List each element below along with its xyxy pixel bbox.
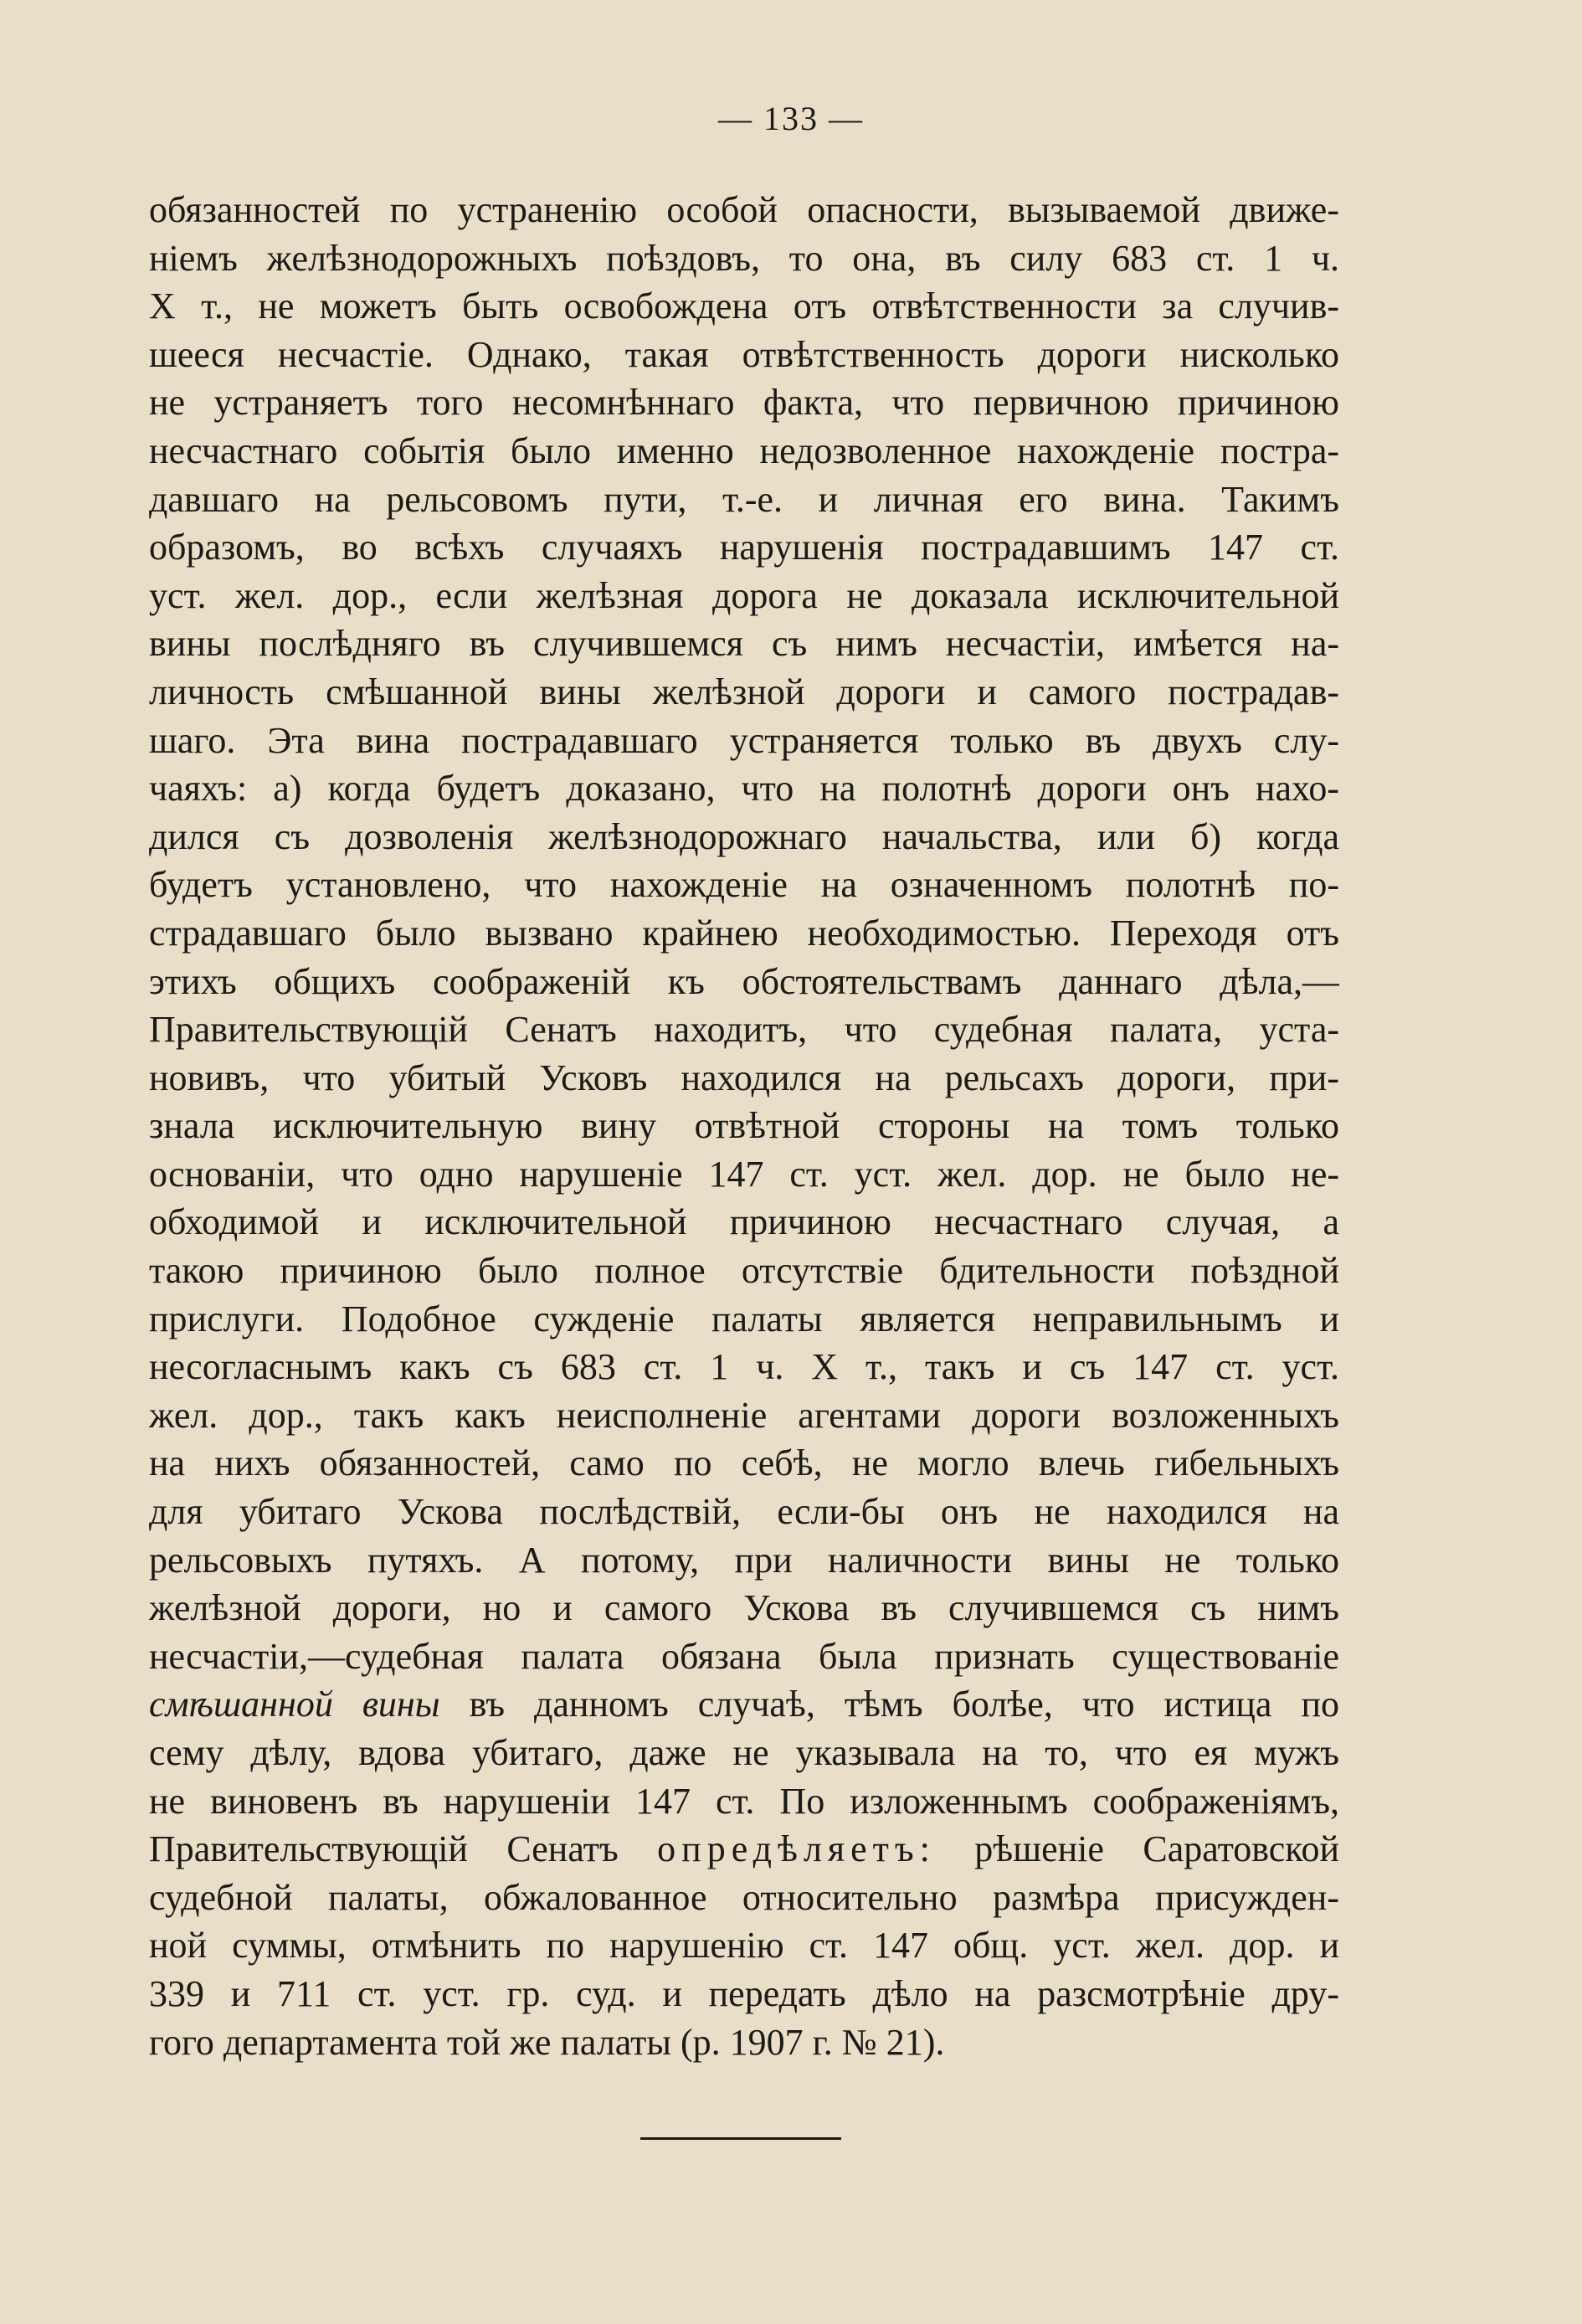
text-line — [149, 1247, 1339, 1295]
text-segment: не устраняетъ того несомнѣннаго факта, что первичною причиною — [149, 382, 1339, 424]
text-line — [149, 668, 1339, 717]
text-line — [149, 378, 1339, 427]
text-line — [149, 1391, 1339, 1440]
text-segment: ной суммы, отмѣнить по нарушенію ст. 147 общ. уст. жел. дор. и — [149, 1925, 1339, 1967]
text-segment: рельсовыхъ путяхъ. А потому, при наличности вины не только — [149, 1539, 1339, 1581]
text-segment: этихъ общихъ соображеній къ обстоятельствамъ даннаго дѣла,— — [149, 960, 1339, 1002]
text-segment: новивъ, что убитый Усковъ находился на рельсахъ дороги, при- — [149, 1057, 1339, 1098]
text-segment: ніемъ желѣзнодорожныхъ поѣздовъ, то она, въ силу 683 ст. 1 ч. — [149, 237, 1339, 279]
text-segment: несчастнаго событія было именно недозволенное нахожденіе постра- — [149, 429, 1339, 471]
text-line — [149, 186, 1339, 234]
text-segment: шееся несчастіе. Однако, такая отвѣтственность дороги нисколько — [149, 333, 1339, 375]
end-rule — [640, 2137, 841, 2140]
text-segment: рѣшеніе Саратовской — [935, 1828, 1339, 1870]
text-line — [149, 1488, 1339, 1536]
text-line — [149, 1584, 1339, 1632]
body-text — [149, 186, 1339, 2066]
text-segment: 339 и 711 ст. уст. гр. суд. и передать дѣло на разсмотрѣніе дру- — [149, 1972, 1339, 2014]
text-line — [149, 234, 1339, 283]
text-line — [149, 1632, 1339, 1681]
text-line — [149, 2018, 1339, 2067]
text-line — [149, 1970, 1339, 2018]
text-line — [149, 813, 1339, 861]
text-segment: жел. дор., такъ какъ неисполненіе агентами дороги возложенныхъ — [149, 1394, 1339, 1436]
text-segment: сему дѣлу, вдова убитаго, даже не указывала на то, что ея мужъ — [149, 1732, 1339, 1773]
text-line — [149, 620, 1339, 668]
text-segment: давшаго на рельсовомъ пути, т.-е. и личная его вина. Такимъ — [149, 478, 1339, 520]
text-line — [149, 1536, 1339, 1585]
text-segment: будетъ установлено, что нахожденіе на означенномъ полотнѣ по- — [149, 864, 1339, 906]
text-segment: такою причиною было полное отсутствіе бдительности поѣздной — [149, 1250, 1339, 1292]
text-line — [149, 476, 1339, 524]
text-segment: прислуги. Подобное сужденіе палаты является неправильнымъ и — [149, 1298, 1339, 1339]
text-line — [149, 1921, 1339, 1970]
text-line — [149, 909, 1339, 958]
text-segment: основаніи, что одно нарушеніе 147 ст. уст. жел. дор. не было не- — [149, 1153, 1339, 1195]
text-line — [149, 572, 1339, 620]
text-line — [149, 958, 1339, 1006]
text-line — [149, 1680, 1339, 1729]
text-segment: уст. жел. дор., если желѣзная дорога не доказала исключительной — [149, 574, 1339, 616]
text-segment: для убитаго Ускова послѣдствій, если-бы онъ не находился на — [149, 1491, 1339, 1533]
text-segment: несогласнымъ какъ съ 683 ст. 1 ч. X т., такъ и съ 147 ст. уст. — [149, 1346, 1339, 1388]
text-segment: Правительствующій Сенатъ находитъ, что судебная палата, уста- — [149, 1009, 1339, 1051]
spaced-word: опредѣляетъ: — [657, 1828, 936, 1870]
text-segment: гого департамента той же палаты (р. 1907 г. № 21). — [149, 2021, 945, 2063]
text-segment: несчастіи,—судебная палата обязана была признать существованіе — [149, 1635, 1339, 1677]
text-line — [149, 1825, 1339, 1874]
text-segment: не виновенъ въ нарушеніи 147 ст. По изложеннымъ соображеніямъ, — [149, 1780, 1339, 1822]
text-segment: обязанностей по устраненію особой опасности, вызываемой движе- — [149, 189, 1339, 230]
text-segment: въ данномъ случаѣ, тѣмъ болѣе, что истица по — [439, 1684, 1339, 1725]
text-line — [149, 1054, 1339, 1103]
text-line — [149, 1874, 1339, 1922]
text-segment: страдавшаго было вызвано крайнею необходимостью. Переходя отъ — [149, 912, 1339, 954]
text-segment: личность смѣшанной вины желѣзной дороги и самого пострадав- — [149, 671, 1339, 712]
text-segment: обходимой и исключительной причиною несчастнаго случая, а — [149, 1201, 1339, 1243]
text-segment: желѣзной дороги, но и самого Ускова въ случившемся съ нимъ — [149, 1587, 1339, 1629]
text-segment: вины послѣдняго въ случившемся съ нимъ несчастіи, имѣется на- — [149, 623, 1339, 665]
text-line — [149, 1198, 1339, 1247]
text-segment: знала исключительную вину отвѣтной стороны на томъ только — [149, 1105, 1339, 1147]
text-line — [149, 1005, 1339, 1054]
text-line — [149, 764, 1339, 813]
text-segment: чаяхъ: а) когда будетъ доказано, что на полотнѣ дороги онъ нахо- — [149, 768, 1339, 810]
text-line — [149, 1439, 1339, 1488]
text-line — [149, 861, 1339, 909]
text-line — [149, 1729, 1339, 1777]
text-segment: шаго. Эта вина пострадавшаго устраняется только въ двухъ слу- — [149, 719, 1339, 761]
text-line — [149, 523, 1339, 572]
text-line — [149, 1777, 1339, 1826]
text-segment: образомъ, во всѣхъ случаяхъ нарушенія пострадавшимъ 147 ст. — [149, 527, 1339, 568]
text-line — [149, 1102, 1339, 1150]
text-line — [149, 1295, 1339, 1344]
text-segment: дился съ дозволенія желѣзнодорожнаго начальства, или б) когда — [149, 815, 1339, 857]
text-line — [149, 331, 1339, 379]
text-segment: на нихъ обязанностей, само по себѣ, не могло влечь гибельныхъ — [149, 1442, 1339, 1484]
page-number: — 133 — — [718, 100, 864, 137]
text-line — [149, 1343, 1339, 1391]
text-line — [149, 717, 1339, 765]
text-segment: X т., не можетъ быть освобождена отъ отвѣтственности за случив- — [149, 285, 1339, 327]
italic-phrase: смѣшанной вины — [149, 1684, 440, 1725]
text-line — [149, 427, 1339, 476]
text-line — [149, 282, 1339, 331]
text-segment: Правительствующій Сенатъ — [149, 1828, 658, 1870]
text-segment: судебной палаты, обжалованное относительно размѣра присужден- — [149, 1876, 1339, 1918]
text-line — [149, 1150, 1339, 1199]
